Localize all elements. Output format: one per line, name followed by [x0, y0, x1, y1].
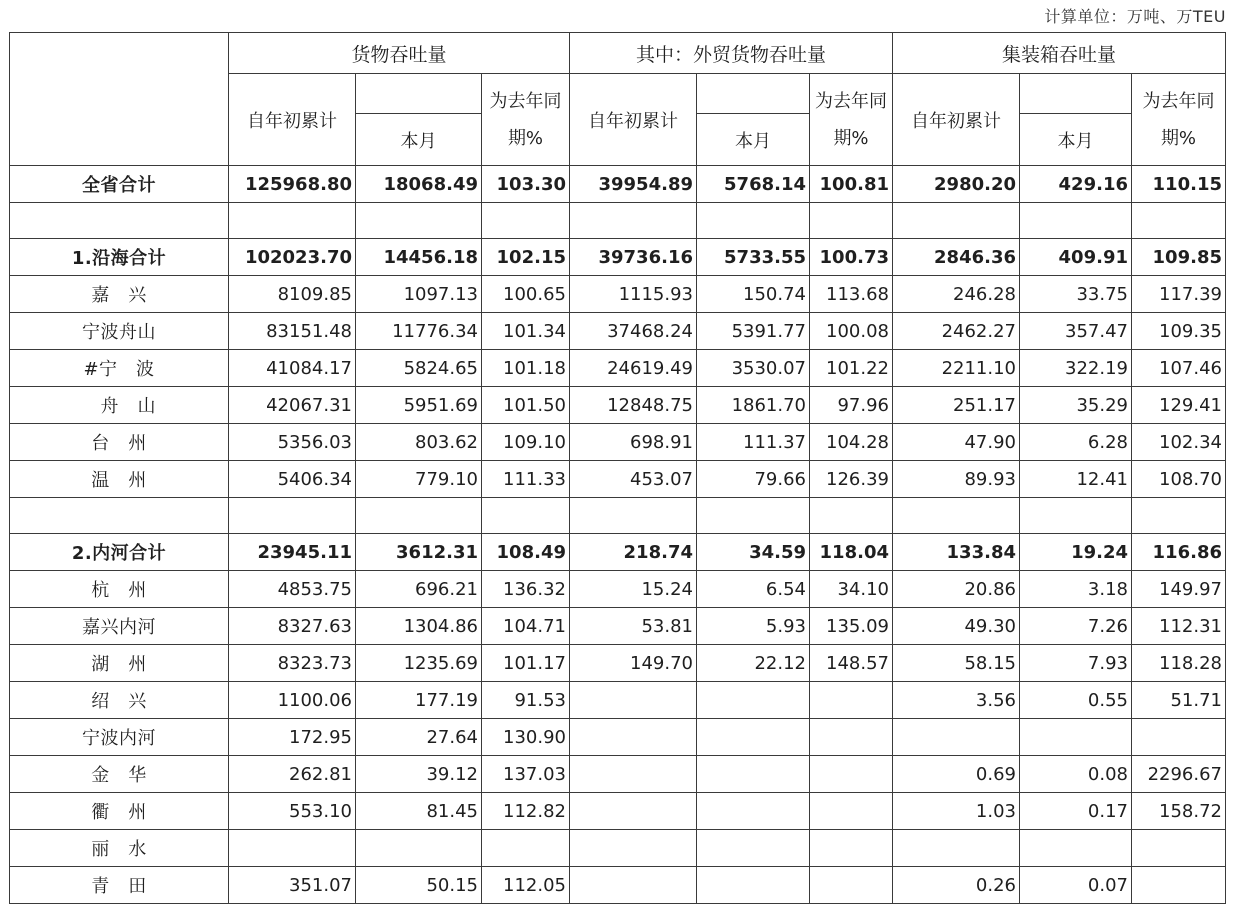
value-cell: 126.39 [810, 461, 893, 498]
value-cell: 8323.73 [229, 645, 356, 682]
value-cell: 111.33 [482, 461, 570, 498]
table-row [10, 867, 1226, 904]
value-cell: 20.86 [893, 571, 1020, 608]
value-cell: 698.91 [570, 424, 697, 461]
subtotal-row [10, 166, 1226, 203]
value-cell: 102.15 [482, 239, 570, 276]
region-name: 金 华 [10, 756, 229, 793]
empty-cell [570, 498, 697, 534]
empty-cell [1132, 498, 1226, 534]
value-cell: 3530.07 [697, 350, 810, 387]
value-cell: 1115.93 [570, 276, 697, 313]
value-cell: 39736.16 [570, 239, 697, 276]
value-cell [810, 867, 893, 904]
value-cell: 51.71 [1132, 682, 1226, 719]
value-cell: 116.86 [1132, 534, 1226, 571]
value-cell [810, 719, 893, 756]
table-row [10, 719, 1226, 756]
value-cell [697, 867, 810, 904]
value-cell: 110.15 [1132, 166, 1226, 203]
cargo-yoy-header: 为去年同期% [482, 74, 570, 166]
value-cell [1020, 830, 1132, 867]
value-cell: 100.08 [810, 313, 893, 350]
region-name: 湖 州 [10, 645, 229, 682]
value-cell [810, 682, 893, 719]
value-cell: 113.68 [810, 276, 893, 313]
empty-cell [893, 498, 1020, 534]
value-cell: 97.96 [810, 387, 893, 424]
region-name: 2.内河合计 [10, 534, 229, 571]
value-cell: 6.28 [1020, 424, 1132, 461]
value-cell: 117.39 [1132, 276, 1226, 313]
value-cell: 2846.36 [893, 239, 1020, 276]
value-cell: 101.22 [810, 350, 893, 387]
region-name: 青 田 [10, 867, 229, 904]
value-cell: 5406.34 [229, 461, 356, 498]
container-yoy-header: 为去年同期% [1132, 74, 1226, 166]
value-cell: 5.93 [697, 608, 810, 645]
table-row [10, 350, 1226, 387]
value-cell [482, 830, 570, 867]
value-cell: 3.56 [893, 682, 1020, 719]
value-cell: 33.75 [1020, 276, 1132, 313]
value-cell: 89.93 [893, 461, 1020, 498]
cargo-month-header-blank [356, 74, 482, 114]
value-cell: 15.24 [570, 571, 697, 608]
value-cell: 135.09 [810, 608, 893, 645]
value-cell: 7.26 [1020, 608, 1132, 645]
value-cell: 23945.11 [229, 534, 356, 571]
table-row [10, 608, 1226, 645]
table-row [10, 276, 1226, 313]
value-cell: 39.12 [356, 756, 482, 793]
value-cell [570, 756, 697, 793]
empty-cell [356, 203, 482, 239]
value-cell: 49.30 [893, 608, 1020, 645]
value-cell: 100.73 [810, 239, 893, 276]
value-cell: 108.70 [1132, 461, 1226, 498]
value-cell: 696.21 [356, 571, 482, 608]
value-cell: 2211.10 [893, 350, 1020, 387]
empty-cell [229, 203, 356, 239]
value-cell: 107.46 [1132, 350, 1226, 387]
empty-cell [10, 498, 229, 534]
value-cell [1132, 830, 1226, 867]
value-cell: 37468.24 [570, 313, 697, 350]
value-cell: 39954.89 [570, 166, 697, 203]
empty-cell [810, 498, 893, 534]
value-cell [1132, 719, 1226, 756]
region-name: 衢 州 [10, 793, 229, 830]
value-cell: 1861.70 [697, 387, 810, 424]
value-cell: 5733.55 [697, 239, 810, 276]
table-body [10, 166, 1226, 904]
value-cell: 5768.14 [697, 166, 810, 203]
value-cell [697, 793, 810, 830]
value-cell: 34.10 [810, 571, 893, 608]
value-cell [697, 719, 810, 756]
spacer-row [10, 203, 1226, 239]
value-cell: 8109.85 [229, 276, 356, 313]
value-cell: 177.19 [356, 682, 482, 719]
value-cell: 111.37 [697, 424, 810, 461]
value-cell: 1235.69 [356, 645, 482, 682]
value-cell: 6.54 [697, 571, 810, 608]
value-cell: 24619.49 [570, 350, 697, 387]
unit-note: 计算单位：万吨、万TEU [1044, 7, 1226, 26]
region-header-cell [10, 33, 229, 166]
value-cell: 136.32 [482, 571, 570, 608]
value-cell: 100.65 [482, 276, 570, 313]
region-name: 绍 兴 [10, 682, 229, 719]
value-cell: 104.71 [482, 608, 570, 645]
empty-cell [697, 203, 810, 239]
value-cell: 109.85 [1132, 239, 1226, 276]
group-header-container: 集装箱吞吐量 [893, 33, 1226, 74]
value-cell: 0.17 [1020, 793, 1132, 830]
empty-cell [482, 498, 570, 534]
spacer-row [10, 498, 1226, 534]
empty-cell [10, 203, 229, 239]
region-name: 杭 州 [10, 571, 229, 608]
table-row [10, 645, 1226, 682]
container-month-header-blank [1020, 74, 1132, 114]
value-cell: 429.16 [1020, 166, 1132, 203]
value-cell: 58.15 [893, 645, 1020, 682]
value-cell [1132, 867, 1226, 904]
region-name: 宁波舟山 [10, 313, 229, 350]
value-cell: 47.90 [893, 424, 1020, 461]
foreign-month-header-blank [697, 74, 810, 114]
value-cell [697, 756, 810, 793]
value-cell [356, 830, 482, 867]
empty-cell [1132, 203, 1226, 239]
value-cell: 1304.86 [356, 608, 482, 645]
table-row [10, 571, 1226, 608]
value-cell [810, 830, 893, 867]
value-cell [570, 830, 697, 867]
region-name: 舟 山 [10, 387, 229, 424]
empty-cell [697, 498, 810, 534]
value-cell: 125968.80 [229, 166, 356, 203]
value-cell: 81.45 [356, 793, 482, 830]
value-cell: 91.53 [482, 682, 570, 719]
value-cell: 50.15 [356, 867, 482, 904]
value-cell: 19.24 [1020, 534, 1132, 571]
value-cell: 246.28 [893, 276, 1020, 313]
value-cell: 42067.31 [229, 387, 356, 424]
value-cell: 41084.17 [229, 350, 356, 387]
value-cell: 0.08 [1020, 756, 1132, 793]
value-cell: 3.18 [1020, 571, 1132, 608]
region-name: 嘉 兴 [10, 276, 229, 313]
subtotal-row [10, 239, 1226, 276]
value-cell: 172.95 [229, 719, 356, 756]
table-row [10, 387, 1226, 424]
value-cell: 130.90 [482, 719, 570, 756]
value-cell: 2296.67 [1132, 756, 1226, 793]
value-cell: 2980.20 [893, 166, 1020, 203]
table-row [10, 461, 1226, 498]
group-header-cargo: 货物吞吐量 [229, 33, 570, 74]
value-cell: 4853.75 [229, 571, 356, 608]
value-cell: 0.26 [893, 867, 1020, 904]
empty-cell [570, 203, 697, 239]
empty-cell [810, 203, 893, 239]
region-name: 温 州 [10, 461, 229, 498]
container-month-header: 本月 [1020, 114, 1132, 166]
value-cell: 149.70 [570, 645, 697, 682]
cargo-ytd-header: 自年初累计 [229, 74, 356, 166]
value-cell [810, 793, 893, 830]
value-cell: 357.47 [1020, 313, 1132, 350]
value-cell: 453.07 [570, 461, 697, 498]
value-cell: 5951.69 [356, 387, 482, 424]
value-cell: 22.12 [697, 645, 810, 682]
value-cell: 102.34 [1132, 424, 1226, 461]
table-row [10, 830, 1226, 867]
region-name: 1.沿海合计 [10, 239, 229, 276]
value-cell: 104.28 [810, 424, 893, 461]
value-cell: 112.31 [1132, 608, 1226, 645]
value-cell [570, 793, 697, 830]
foreign-yoy-header: 为去年同期% [810, 74, 893, 166]
value-cell: 129.41 [1132, 387, 1226, 424]
value-cell: 5824.65 [356, 350, 482, 387]
value-cell: 102023.70 [229, 239, 356, 276]
value-cell: 133.84 [893, 534, 1020, 571]
table-row [10, 313, 1226, 350]
value-cell: 118.28 [1132, 645, 1226, 682]
value-cell: 262.81 [229, 756, 356, 793]
value-cell: 7.93 [1020, 645, 1132, 682]
port-throughput-table [9, 32, 1226, 904]
value-cell: 101.17 [482, 645, 570, 682]
region-name: 台 州 [10, 424, 229, 461]
value-cell: 18068.49 [356, 166, 482, 203]
value-cell: 109.35 [1132, 313, 1226, 350]
value-cell: 0.69 [893, 756, 1020, 793]
subtotal-row [10, 534, 1226, 571]
value-cell: 12.41 [1020, 461, 1132, 498]
value-cell: 8327.63 [229, 608, 356, 645]
value-cell: 0.55 [1020, 682, 1132, 719]
value-cell: 100.81 [810, 166, 893, 203]
value-cell [570, 719, 697, 756]
value-cell: 803.62 [356, 424, 482, 461]
table-row [10, 793, 1226, 830]
value-cell: 148.57 [810, 645, 893, 682]
value-cell [697, 830, 810, 867]
value-cell: 553.10 [229, 793, 356, 830]
value-cell: 103.30 [482, 166, 570, 203]
value-cell: 0.07 [1020, 867, 1132, 904]
empty-cell [482, 203, 570, 239]
value-cell: 101.18 [482, 350, 570, 387]
table-row [10, 756, 1226, 793]
value-cell: 149.97 [1132, 571, 1226, 608]
value-cell: 322.19 [1020, 350, 1132, 387]
region-name: 全省合计 [10, 166, 229, 203]
value-cell: 109.10 [482, 424, 570, 461]
value-cell [893, 830, 1020, 867]
value-cell [570, 682, 697, 719]
value-cell: 101.50 [482, 387, 570, 424]
container-ytd-header: 自年初累计 [893, 74, 1020, 166]
value-cell: 351.07 [229, 867, 356, 904]
value-cell [810, 756, 893, 793]
value-cell: 108.49 [482, 534, 570, 571]
value-cell [229, 830, 356, 867]
empty-cell [229, 498, 356, 534]
value-cell: 79.66 [697, 461, 810, 498]
region-name: #宁 波 [10, 350, 229, 387]
value-cell: 27.64 [356, 719, 482, 756]
value-cell: 409.91 [1020, 239, 1132, 276]
value-cell: 158.72 [1132, 793, 1226, 830]
cargo-month-header: 本月 [356, 114, 482, 166]
value-cell: 137.03 [482, 756, 570, 793]
value-cell [893, 719, 1020, 756]
value-cell [697, 682, 810, 719]
group-header-foreign-trade: 其中：外贸货物吞吐量 [570, 33, 893, 74]
value-cell: 779.10 [356, 461, 482, 498]
value-cell: 101.34 [482, 313, 570, 350]
foreign-month-header: 本月 [697, 114, 810, 166]
value-cell: 35.29 [1020, 387, 1132, 424]
table-row [10, 682, 1226, 719]
value-cell: 5356.03 [229, 424, 356, 461]
value-cell: 5391.77 [697, 313, 810, 350]
value-cell: 251.17 [893, 387, 1020, 424]
value-cell: 1097.13 [356, 276, 482, 313]
foreign-ytd-header: 自年初累计 [570, 74, 697, 166]
value-cell: 150.74 [697, 276, 810, 313]
empty-cell [1020, 203, 1132, 239]
value-cell: 3612.31 [356, 534, 482, 571]
value-cell: 1100.06 [229, 682, 356, 719]
empty-cell [893, 203, 1020, 239]
value-cell: 12848.75 [570, 387, 697, 424]
value-cell: 53.81 [570, 608, 697, 645]
value-cell: 11776.34 [356, 313, 482, 350]
value-cell [1020, 719, 1132, 756]
value-cell [570, 867, 697, 904]
value-cell: 112.05 [482, 867, 570, 904]
value-cell: 2462.27 [893, 313, 1020, 350]
value-cell: 83151.48 [229, 313, 356, 350]
value-cell: 112.82 [482, 793, 570, 830]
empty-cell [1020, 498, 1132, 534]
value-cell: 14456.18 [356, 239, 482, 276]
value-cell: 1.03 [893, 793, 1020, 830]
value-cell: 118.04 [810, 534, 893, 571]
empty-cell [356, 498, 482, 534]
value-cell: 218.74 [570, 534, 697, 571]
region-name: 宁波内河 [10, 719, 229, 756]
table-row [10, 424, 1226, 461]
value-cell: 34.59 [697, 534, 810, 571]
region-name: 嘉兴内河 [10, 608, 229, 645]
region-name: 丽 水 [10, 830, 229, 867]
